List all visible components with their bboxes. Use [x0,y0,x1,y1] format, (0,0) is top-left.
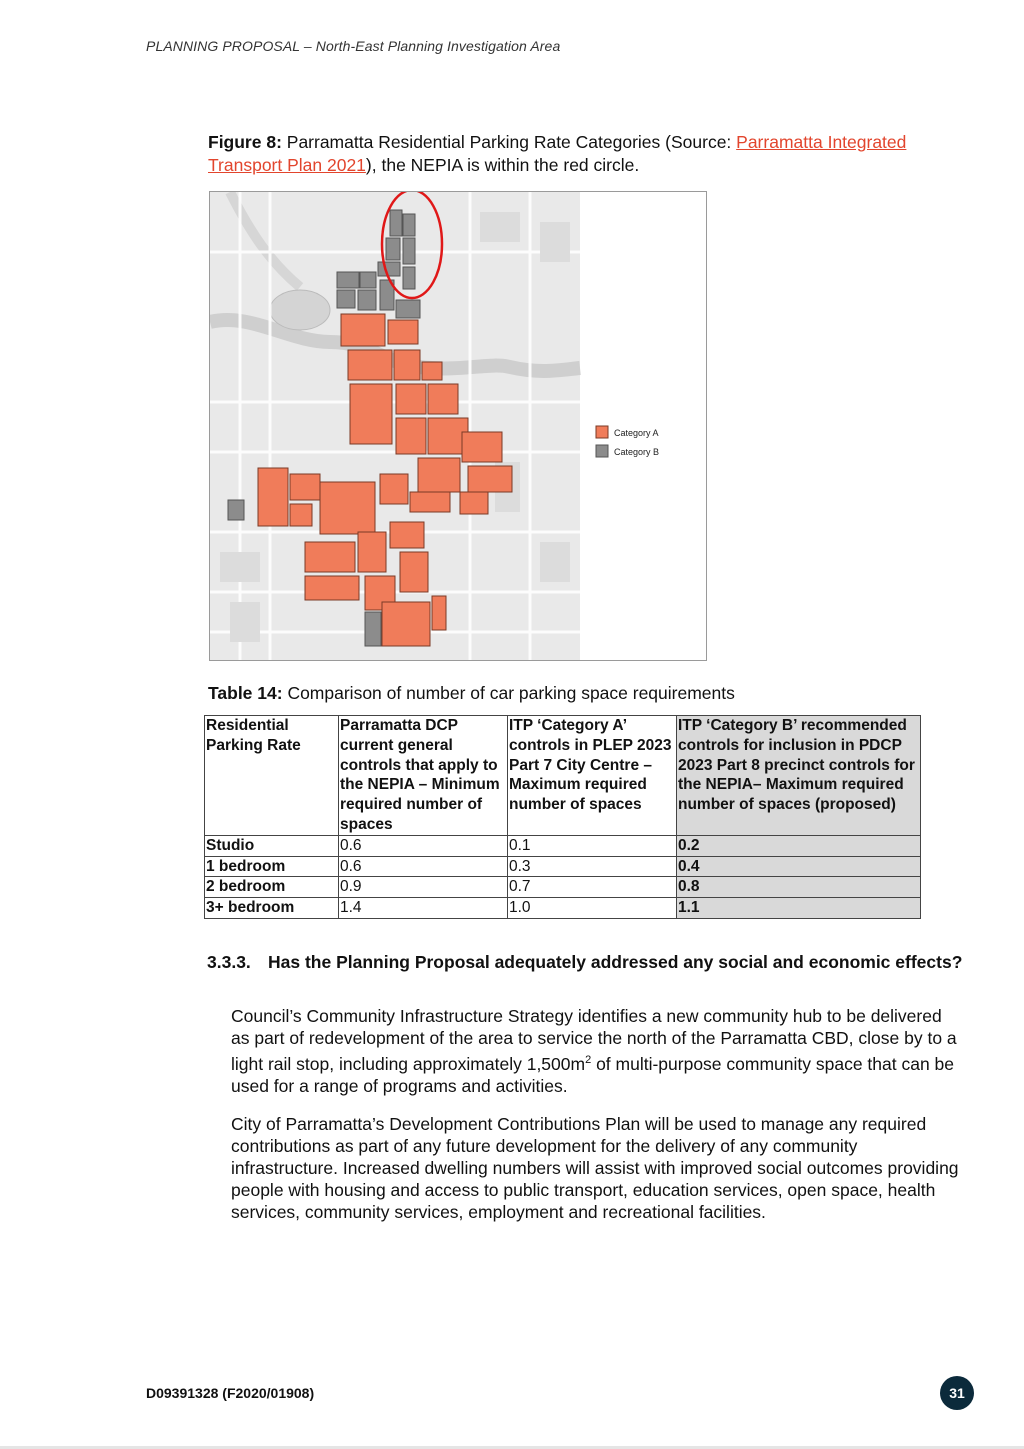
header-category-b: ITP ‘Category B’ recommended controls for inclusion in PDCP 2023 Part 8 precinct controls for the NEPIA– Maximum required number of spaces (proposed) [677,716,921,836]
table-row [205,877,921,898]
category-a-value: 1.0 [508,898,677,919]
legend-label-category-b: Category B [614,447,660,457]
parking-category-map [209,191,707,661]
dcp-value: 0.9 [339,877,508,898]
category-a-value: 0.1 [508,835,677,856]
figure-caption-text: Parramatta Residential Parking Rate Categories (Source: [281,132,737,152]
figure-caption [208,131,978,177]
figure-caption-tail: ), the NEPIA is within the red circle. [365,155,640,175]
dcp-value: 0.6 [339,835,508,856]
category-a-value: 0.3 [508,856,677,877]
source-link[interactable]: Parramatta Integrated Transport Plan 2021 [208,132,907,175]
table-row [205,856,921,877]
footer-doc-reference: D09391328 (F2020/01908) [146,1385,315,1401]
map-graphic [210,192,706,660]
category-a-value: 0.7 [508,877,677,898]
table-row [205,898,921,919]
header-category-a: ITP ‘Category A’ controls in PLEP 2023 Part 7 City Centre – Maximum required number of spaces [508,716,677,836]
dcp-value: 0.6 [339,856,508,877]
superscript: 2 [585,1054,592,1066]
legend-swatch-category-a [596,426,608,438]
figure-label: Figure 8: [208,132,282,152]
page-number: 31 [949,1385,965,1401]
paragraph-text: Council’s Community Infrastructure Strategy identifies a new community hub to be delivered as part of redevelopment of the area to service the north of the Parramatta CBD, close by to a light rail stop, including approximately 1,500m [231,1006,957,1074]
running-header: PLANNING PROPOSAL – North-East Planning Investigation Area [146,38,561,54]
category-b-value: 0.4 [677,856,921,877]
table-caption-text: Comparison of number of car parking space requirements [282,683,735,703]
category-b-value: 1.1 [677,898,921,919]
row-label: Studio [205,835,339,856]
header-residential-rate: Residential Parking Rate [205,716,339,836]
row-label: 1 bedroom [205,856,339,877]
category-b-value: 0.2 [677,835,921,856]
header-dcp-controls: Parramatta DCP current general controls that apply to the NEPIA – Minimum required number of spaces [339,716,508,836]
legend-label-category-a: Category A [614,428,659,438]
paragraph-community-hub [231,1005,961,1097]
legend-swatch-category-b [596,445,608,457]
table-row [205,835,921,856]
paragraph-text-continued: of multi-purpose community space that can be used for a range of programs and activities. [231,1053,955,1096]
section-number: 3.3.3. [207,952,251,972]
paragraph-contributions-plan: City of Parramatta’s Development Contributions Plan will be used to manage any required contributions as part of any future development for the delivery of any community infrastructure. Increased dwelling numbers will assist with improved social outcomes providing people with housing and access to public transport, education services, open space, health services, community services, employment and recreational facilities. [231,1114,959,1222]
page-number-badge [940,1376,974,1410]
category-b-value: 0.8 [677,877,921,898]
section-title: Has the Planning Proposal adequately addressed any social and economic effects? [268,952,963,972]
row-label: 3+ bedroom [205,898,339,919]
table-header-row [205,716,921,836]
section-heading [207,952,967,973]
parking-rate-table [204,715,921,919]
table-caption [208,683,735,704]
table-label: Table 14: [208,683,283,703]
row-label: 2 bedroom [205,877,339,898]
dcp-value: 1.4 [339,898,508,919]
